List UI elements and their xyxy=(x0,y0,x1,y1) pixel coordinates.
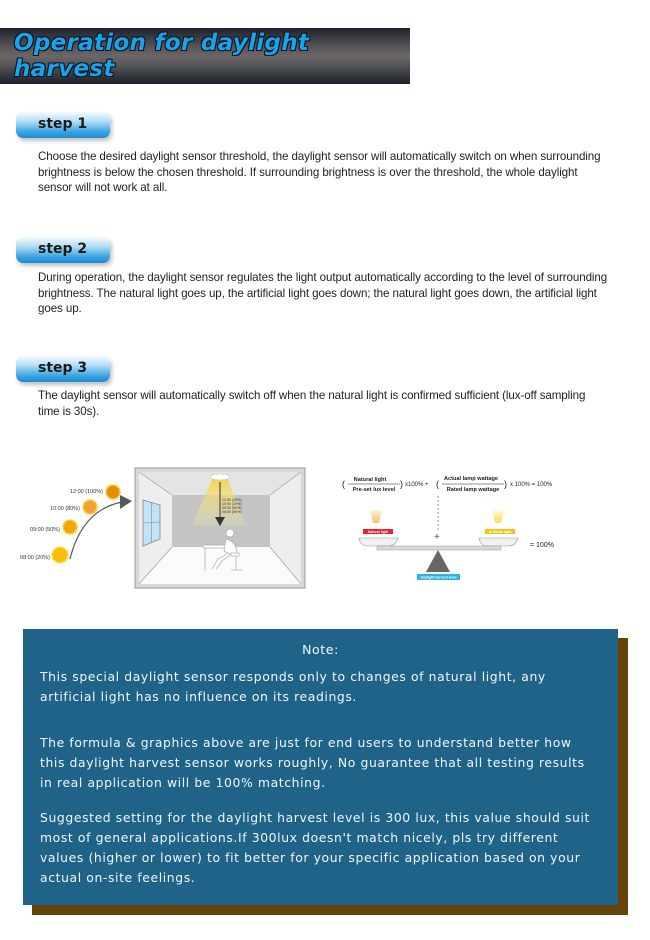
result-label: = 100% xyxy=(530,542,554,549)
sun-icon-0800 xyxy=(52,547,68,563)
paren-open: ( xyxy=(342,479,345,489)
step-1-text: Choose the desired daylight sensor threshold, the daylight sensor will automatically switch on when surrounding brightness is below the chosen threshold. If surrounding brightness is over the threshold, the whole daylight sensor will not work at all. xyxy=(38,150,601,194)
artificial-light-glow xyxy=(492,510,504,523)
right-pan xyxy=(479,538,518,546)
note-paragraph-1: This special daylight sensor responds only to changes of natural light, any artificial light has no influence on its readings. xyxy=(40,669,546,704)
arrow-head-icon xyxy=(120,495,132,509)
step-1-label: step 1 xyxy=(38,116,88,132)
formula-multiplier-2: x 100% = 100% xyxy=(510,482,553,488)
lamp-label: 10:00 (20%) xyxy=(222,502,242,506)
step-3-label: step 3 xyxy=(38,360,88,376)
plus-sign: + xyxy=(434,532,440,543)
page-title-banner xyxy=(0,28,410,84)
sun-label: 09:00 (50%) xyxy=(30,527,60,533)
lamp-label: 08:00 (80%) xyxy=(222,510,242,514)
balance-beam xyxy=(377,546,501,550)
artificial-light-label: Artificial light xyxy=(488,530,512,534)
note-box xyxy=(23,629,618,905)
formula-natural-light: Natural light xyxy=(353,477,387,483)
sun-icon-0900 xyxy=(63,520,77,534)
fulcrum-triangle xyxy=(426,550,450,572)
page-title: Operation for daylight harvest xyxy=(14,30,310,82)
step-2-badge xyxy=(16,237,110,263)
note-paragraph-3: Suggested setting for the daylight harvest level is 300 lux, this value should suit most of general applications.If 300lux doesn't match nicely, pls try different values (higher or lower) to fit better for your specific application based on your actual on-site feelings. xyxy=(40,810,590,885)
formula-actual-wattage: Actual lamp wattage xyxy=(443,476,499,482)
note-paragraph-2: The formula & graphics above are just for end users to understand better how this daylight harvest sensor works roughly, No guarantee that all testing results in real application will be 100% matching. xyxy=(40,735,585,790)
sun-icon-1000 xyxy=(83,500,97,514)
paren-open: ( xyxy=(436,479,439,489)
paren-close: ) xyxy=(400,479,403,489)
step-2-label: step 2 xyxy=(38,241,88,257)
sun-label: 12:00 (100%) xyxy=(69,489,103,495)
left-pan xyxy=(359,538,398,546)
formula-multiplier-1: x100% + xyxy=(405,482,429,488)
natural-light-glow xyxy=(370,510,382,523)
room-illustration xyxy=(0,455,320,595)
sun-label: 10:00 (80%) xyxy=(50,506,80,512)
step-2-text: During operation, the daylight sensor regulates the light output automatically according to the level of surrounding brightness. The natural light goes up, the artificial light goes down; the natural light goes down, the artificial light goes up. xyxy=(38,271,608,315)
sun-icon-1200 xyxy=(106,485,120,499)
paren-close: ) xyxy=(504,479,507,489)
daylight-harvest-label: Daylight harvest level xyxy=(420,575,457,580)
step-3-text: The daylight sensor will automatically switch off when the natural light is confirmed sufficient (lux-off sampling time is 30s). xyxy=(38,389,586,418)
ceiling-lamp-icon xyxy=(210,474,230,480)
note-title: Note: xyxy=(302,642,339,657)
sun-label: 08:00 (20%) xyxy=(20,555,50,561)
lamp-label: 09:00 (50%) xyxy=(222,506,242,510)
lamp-label: 12:00 (20%) xyxy=(222,498,242,502)
step-3-badge xyxy=(16,356,110,382)
formula-rated-wattage: Rated lamp wattage xyxy=(446,487,500,493)
step-1-badge xyxy=(16,112,110,138)
natural-light-label: Natural light xyxy=(367,530,389,534)
formula-balance-illustration xyxy=(330,460,590,590)
formula-preset-lux: Pre-set lux level xyxy=(352,487,396,493)
